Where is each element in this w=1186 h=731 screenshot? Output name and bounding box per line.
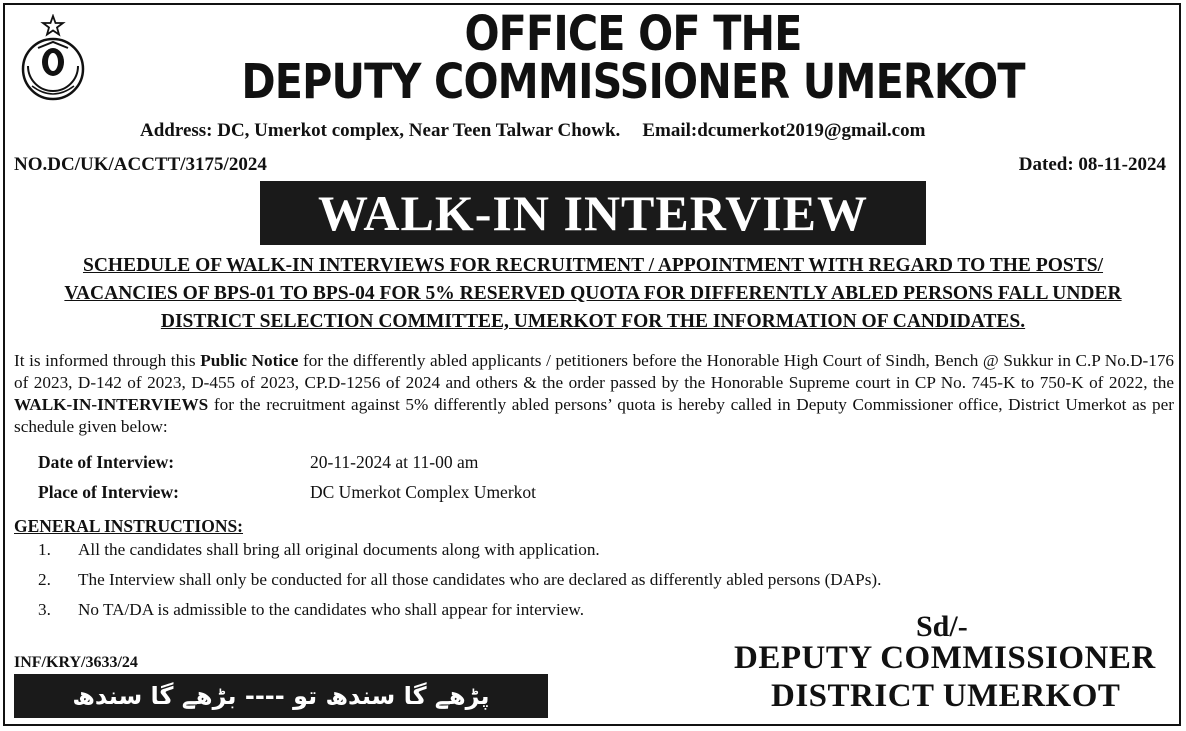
instruction-number: 3. (38, 600, 51, 619)
notice-bold-walk-in: WALK-IN-INTERVIEWS (14, 395, 209, 414)
interview-place-value: DC Umerkot Complex Umerkot (310, 482, 537, 502)
schedule-heading (10, 252, 1176, 336)
notice-text: for the differently abled applicants / petitioners before the Honorable High Court of Sindh, Bench @ Sukkur in C.P No.D-176 of 2023, D-142 of 2023, D-455 of 2023, CP.D-1256 of 2024 and others & the order passed by the Honorable Supreme court in CP No. 745-K to 750-K of 2022, the (14, 351, 1175, 392)
instruction-text: No TA/DA is admissible to the candidates who shall appear for interview. (78, 600, 585, 619)
notice-date: Dated: 08-11-2024 (1018, 154, 1166, 175)
schedule-heading-line: VACANCIES OF BPS-01 TO BPS-04 FOR 5% RESERVED QUOTA FOR DIFFERENTLY ABLED PERSONS FALL UNDER (64, 283, 1122, 304)
signed-mark: Sd/- (916, 610, 968, 643)
public-notice-paragraph (14, 350, 1174, 438)
instruction-text: The Interview shall only be conducted for all those candidates who are declared as differently abled persons (DAPs). (78, 570, 882, 589)
interview-place-label: Place of Interview: (38, 482, 179, 502)
interview-place-row (38, 482, 536, 503)
instruction-number: 2. (38, 570, 51, 589)
interview-date-value: 20-11-2024 at 11-00 am (310, 452, 479, 472)
walk-in-interview-banner: WALK-IN INTERVIEW (260, 181, 926, 245)
instruction-text: All the candidates shall bring all original documents along with application. (78, 540, 600, 559)
office-title-line1: OFFICE OF THE (464, 6, 802, 62)
signatory-title: DEPUTY COMMISSIONER (734, 640, 1156, 676)
instruction-item (38, 540, 600, 560)
signatory-district: DISTRICT UMERKOT (771, 678, 1121, 714)
address-line (140, 120, 925, 142)
schedule-heading-line: SCHEDULE OF WALK-IN INTERVIEWS FOR RECRUITMENT / APPOINTMENT WITH REGARD TO THE POSTS/ (82, 255, 1104, 276)
inf-number: INF/KRY/3633/24 (14, 654, 138, 671)
sindh-government-emblem-icon (14, 14, 92, 110)
instruction-number: 1. (38, 540, 51, 559)
notice-bold-public-notice: Public Notice (200, 351, 299, 370)
schedule-heading-line: DISTRICT SELECTION COMMITTEE, UMERKOT FOR THE INFORMATION OF CANDIDATES. (160, 311, 1026, 332)
general-instructions-heading: GENERAL INSTRUCTIONS: (14, 516, 244, 536)
instruction-item (38, 570, 881, 590)
notice-text: It is informed through this (14, 351, 201, 370)
interview-date-row (38, 452, 478, 473)
email-text: Email:dcumerkot2019@gmail.com (642, 120, 926, 141)
address-text: Address: DC, Umerkot complex, Near Teen Talwar Chowk. (140, 120, 621, 141)
interview-date-label: Date of Interview: (38, 452, 175, 472)
reference-number: NO.DC/UK/ACCTT/3175/2024 (14, 154, 267, 175)
instruction-item (38, 600, 584, 620)
urdu-slogan-banner: پڑھے گا سندھ تو ---- بڑھے گا سندھ (14, 674, 548, 718)
office-title-line2: DEPUTY COMMISSIONER UMERKOT (241, 54, 1025, 110)
notice-text: for the recruitment against 5% differently abled persons’ quota is hereby called in Deputy Commissioner office, District Umerkot as per schedule given below: (14, 395, 1174, 436)
